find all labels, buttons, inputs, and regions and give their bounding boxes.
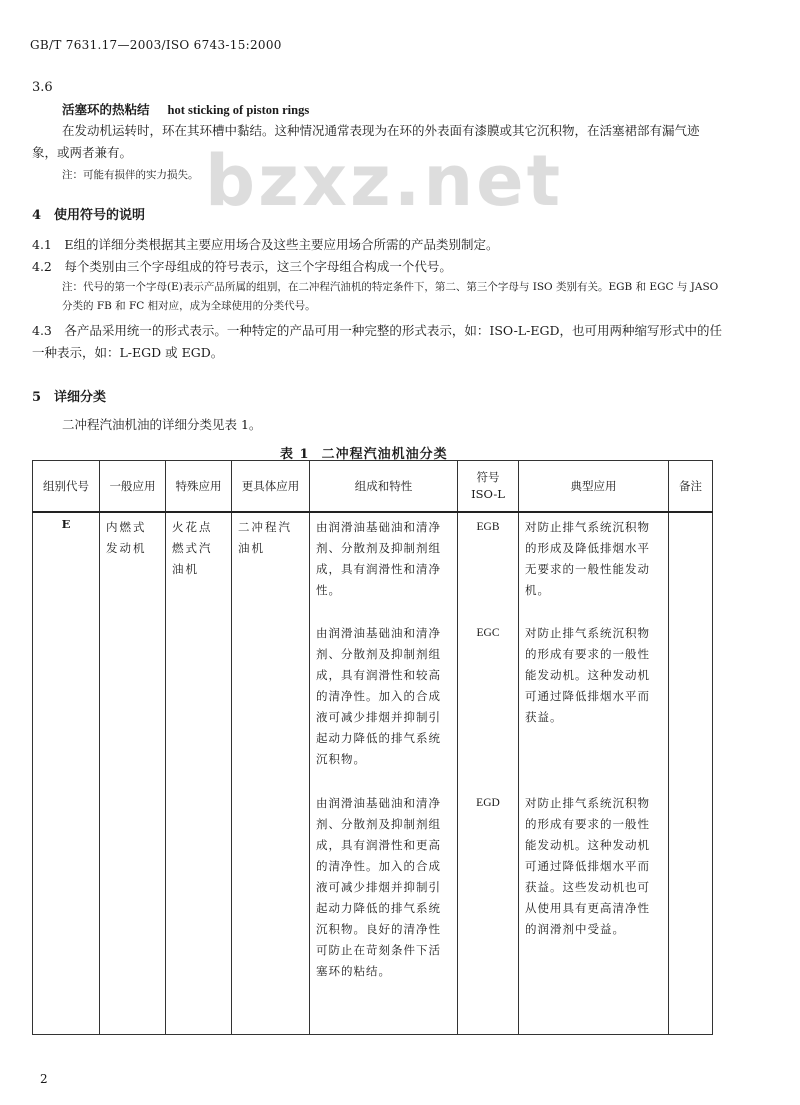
cell-remarks [669, 512, 713, 1034]
cell-specific-application: 二冲程汽油机 [232, 512, 310, 1034]
cell-composition [310, 512, 458, 1034]
term-title [62, 100, 309, 118]
header-composition: 组成和特性 [310, 461, 458, 513]
composition-egb: 由润滑油基础油和清净剂、分散剂及抑制剂组成，具有润滑性和清净性。 [316, 520, 441, 597]
composition-egd: 由润滑油基础油和清净剂、分散剂及抑制剂组成，具有润滑性和更高的清净性。加入的合成液可减少排烟并抑制引起动力降低的排气系统沉积物。良好的清净性可防止在苛刻条件下活塞环的粘结。 [316, 796, 441, 978]
header-symbol-line2: ISO-L [471, 487, 505, 501]
watermark: bzxz.net [205, 140, 564, 222]
paragraph-4-2: 4.2 每个类别由三个字母组成的符号表示，这三个字母组合构成一个代号。 [32, 259, 452, 274]
symbol-egb: EGB [476, 521, 500, 533]
paragraph-4-3: 4.3 各产品采用统一的形式表示。一种特定的产品可用一种完整的形式表示，如：ISO-L-EGD，也可用两种缩写形式中的任一种表示，如：L-EGD 或 EGD。 [32, 323, 722, 360]
composition-egc: 由润滑油基础油和清净剂、分散剂及抑制剂组成，具有润滑性和较高的清净性。加入的合成液可减少排烟并抑制引起动力降低的排气系统沉积物。 [316, 626, 441, 766]
page-number: 2 [40, 1072, 48, 1086]
section-5-heading: 5 详细分类 [32, 390, 107, 405]
cell-symbol [458, 512, 519, 1034]
table-caption-number: 表 1 [280, 447, 310, 462]
cell-group-code: E [33, 512, 100, 1034]
term-title-en: hot sticking of piston rings [167, 103, 310, 117]
table-header-row [33, 461, 713, 513]
term-definition: 在发动机运转时，环在其环槽中黏结。这种情况通常表现为在环的外表面有漆膜或其它沉积物，在活塞裙部有漏气迹象，或两者兼有。 [32, 123, 700, 160]
header-remarks: 备注 [669, 461, 713, 513]
term-number: 3.6 [32, 80, 53, 95]
symbol-egc: EGC [476, 627, 500, 639]
term-title-zh: 活塞环的热粘结 [62, 102, 150, 117]
header-symbol-line1: 符号 [476, 470, 500, 484]
header-general-application: 一般应用 [100, 461, 166, 513]
header-group-code: 组别代号 [33, 461, 100, 513]
header-special-application: 特殊应用 [166, 461, 232, 513]
typical-egc: 对防止排气系统沉积物的形成有要求的一般性能发动机。这种发动机可通过降低排烟水平而获益。 [525, 626, 650, 724]
classification-table [32, 460, 713, 1035]
typical-egd: 对防止排气系统沉积物的形成有要求的一般性能发动机。这种发动机可通过降低排烟水平而获益。这些发动机也可从使用具有更高清净性的润滑剂中受益。 [525, 796, 650, 936]
term-note: 注：可能有损伴的实力损失。 [62, 169, 199, 181]
symbol-egd: EGD [476, 797, 500, 809]
header-symbol [458, 461, 519, 513]
cell-typical-application [519, 512, 669, 1034]
section-4-note: 注：代号的第一个字母(E)表示产品所属的组别，在二冲程汽油机的特定条件下，第二、第三个字母与 ISO 类别有关。EGB 和 EGC 与 JASO 分类的 FB 和 FC 相对应，成为全球使用的分类代号。 [62, 281, 719, 312]
paragraph-4-1: 4.1 E组的详细分类根据其主要应用场合及这些主要应用场合所需的产品类别制定。 [32, 237, 499, 252]
standard-header: GB/T 7631.17—2003/ISO 6743-15:2000 [30, 38, 282, 52]
header-specific-application: 更具体应用 [232, 461, 310, 513]
section-5-intro: 二冲程汽油机油的详细分类见表 1。 [62, 417, 262, 432]
section-4-heading: 4 使用符号的说明 [32, 208, 146, 223]
header-typical-application: 典型应用 [519, 461, 669, 513]
table-row [33, 512, 713, 1034]
typical-egb: 对防止排气系统沉积物的形成及降低排烟水平无要求的一般性能发动机。 [525, 520, 650, 597]
table-caption-title: 二冲程汽油机油分类 [321, 447, 448, 462]
cell-special-application: 火花点燃式汽油机 [166, 512, 232, 1034]
cell-general-application: 内燃式发动机 [100, 512, 166, 1034]
